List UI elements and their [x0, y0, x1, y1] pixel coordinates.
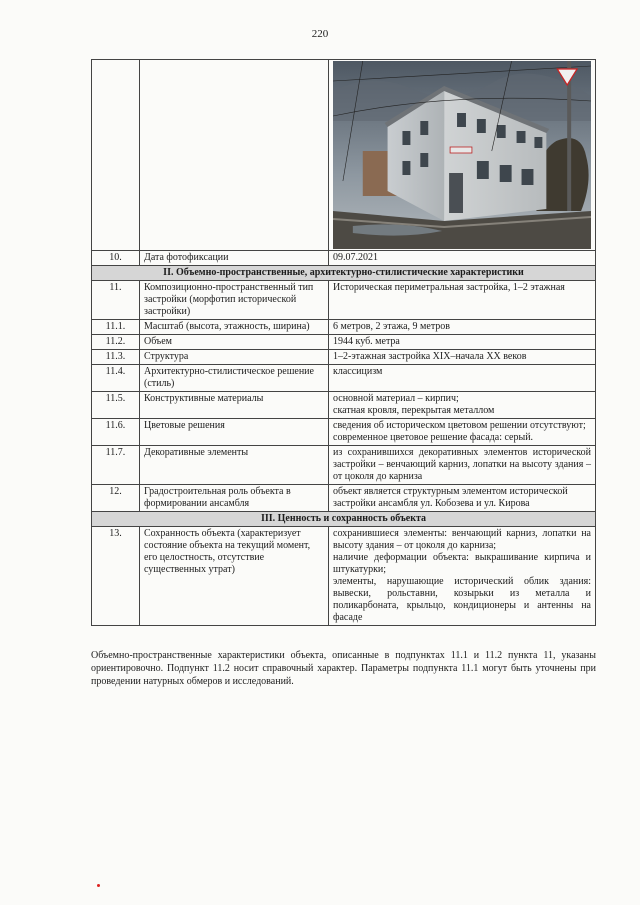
row-number: 13. — [92, 527, 140, 626]
row-label: Декоративные элементы — [140, 446, 329, 485]
value-line: современное цветовое решение фасада: серый. — [333, 432, 534, 443]
row-value — [329, 392, 596, 419]
ink-mark — [97, 884, 100, 887]
row-number: 11.3. — [92, 350, 140, 365]
row-label: Архитектурно-стилистическое решение (стиль) — [140, 365, 329, 392]
row-value: 1–2-этажная застройка XIX–начала XX веков — [329, 350, 596, 365]
table-row — [92, 335, 596, 350]
shop-sign — [450, 147, 472, 153]
row-label: Композиционно-пространственный тип застройки (морфотип исторической застройки) — [140, 281, 329, 320]
object-characteristics-table — [91, 59, 596, 626]
table-row — [92, 281, 596, 320]
row-number: 11.2. — [92, 335, 140, 350]
photo-row — [92, 60, 596, 251]
photo-num-cell — [92, 60, 140, 251]
row-number: 10. — [92, 251, 140, 266]
table-row — [92, 350, 596, 365]
row-value — [329, 419, 596, 446]
row-label: Градостроительная роль объекта в формировании ансамбля — [140, 485, 329, 512]
value-line: основной материал – кирпич; — [333, 393, 459, 404]
row-value: 09.07.2021 — [329, 251, 596, 266]
section-title: II. Объемно-пространственные, архитектурно-стилистические характеристики — [92, 266, 596, 281]
value-line: сохранившиеся элементы: венчающий карниз, лопатки на высоту здания – от цоколя до карниза; — [333, 528, 591, 551]
row-label: Конструктивные материалы — [140, 392, 329, 419]
table-row — [92, 365, 596, 392]
table-row — [92, 527, 596, 626]
value-line: сведения об историческом цветовом решении отсутствуют; — [333, 420, 586, 431]
row-label: Сохранность объекта (характеризует состояние объекта на текущий момент, его целостность, отсутствие существенных утрат) — [140, 527, 329, 626]
row-value: классицизм — [329, 365, 596, 392]
row-number: 11.1. — [92, 320, 140, 335]
row-value: объект является структурным элементом исторической застройки ансамбля ул. Кобозева и ул. Кирова — [329, 485, 596, 512]
row-value: 1944 куб. метра — [329, 335, 596, 350]
value-line: элементы, нарушающие исторический облик здания: вывески, рольставни, козырьки из металла и поликарбоната, крыльцо, кондиционеры и антенны на фасаде — [333, 576, 591, 623]
row-value: Историческая периметральная застройка, 1–2 этажная — [329, 281, 596, 320]
table-row — [92, 485, 596, 512]
table-row — [92, 320, 596, 335]
row-label: Масштаб (высота, этажность, ширина) — [140, 320, 329, 335]
section-title: III. Ценность и сохранность объекта — [92, 512, 596, 527]
row-value: из сохранившихся декоративных элементов исторической застройки – венчающий карниз, лопатки на высоту здания – от цоколя до карниза — [329, 446, 596, 485]
photo-date-row — [92, 251, 596, 266]
row-label: Дата фотофиксации — [140, 251, 329, 266]
table-row — [92, 419, 596, 446]
photo-cell — [329, 60, 596, 251]
table-row — [92, 446, 596, 485]
section-header-row — [92, 266, 596, 281]
row-number: 11.4. — [92, 365, 140, 392]
value-line: скатная кровля, перекрытая металлом — [333, 405, 495, 416]
photo-label-cell — [140, 60, 329, 251]
row-label: Объем — [140, 335, 329, 350]
entrance — [449, 173, 463, 213]
row-number: 11.7. — [92, 446, 140, 485]
building-photo — [333, 61, 591, 249]
row-value — [329, 527, 596, 626]
row-number: 12. — [92, 485, 140, 512]
row-label: Цветовые решения — [140, 419, 329, 446]
row-label: Структура — [140, 350, 329, 365]
row-value: 6 метров, 2 этажа, 9 метров — [329, 320, 596, 335]
row-number: 11.6. — [92, 419, 140, 446]
table-row — [92, 392, 596, 419]
page-number: 220 — [311, 28, 329, 40]
footnote-paragraph: Объемно-пространственные характеристики объекта, описанные в подпунктах 11.1 и 11.2 пункта 11, указаны ориентировочно. Подпункт 11.2 носит справочный характер. Параметры подпункта 11.1 могут быть уточнены при проведении натурных обмеров и исследований. — [91, 650, 596, 687]
row-number: 11.5. — [92, 392, 140, 419]
row-number: 11. — [92, 281, 140, 320]
value-line: наличие деформации объекта: выкрашивание кирпича и штукатурки; — [333, 552, 591, 575]
section-header-row — [92, 512, 596, 527]
